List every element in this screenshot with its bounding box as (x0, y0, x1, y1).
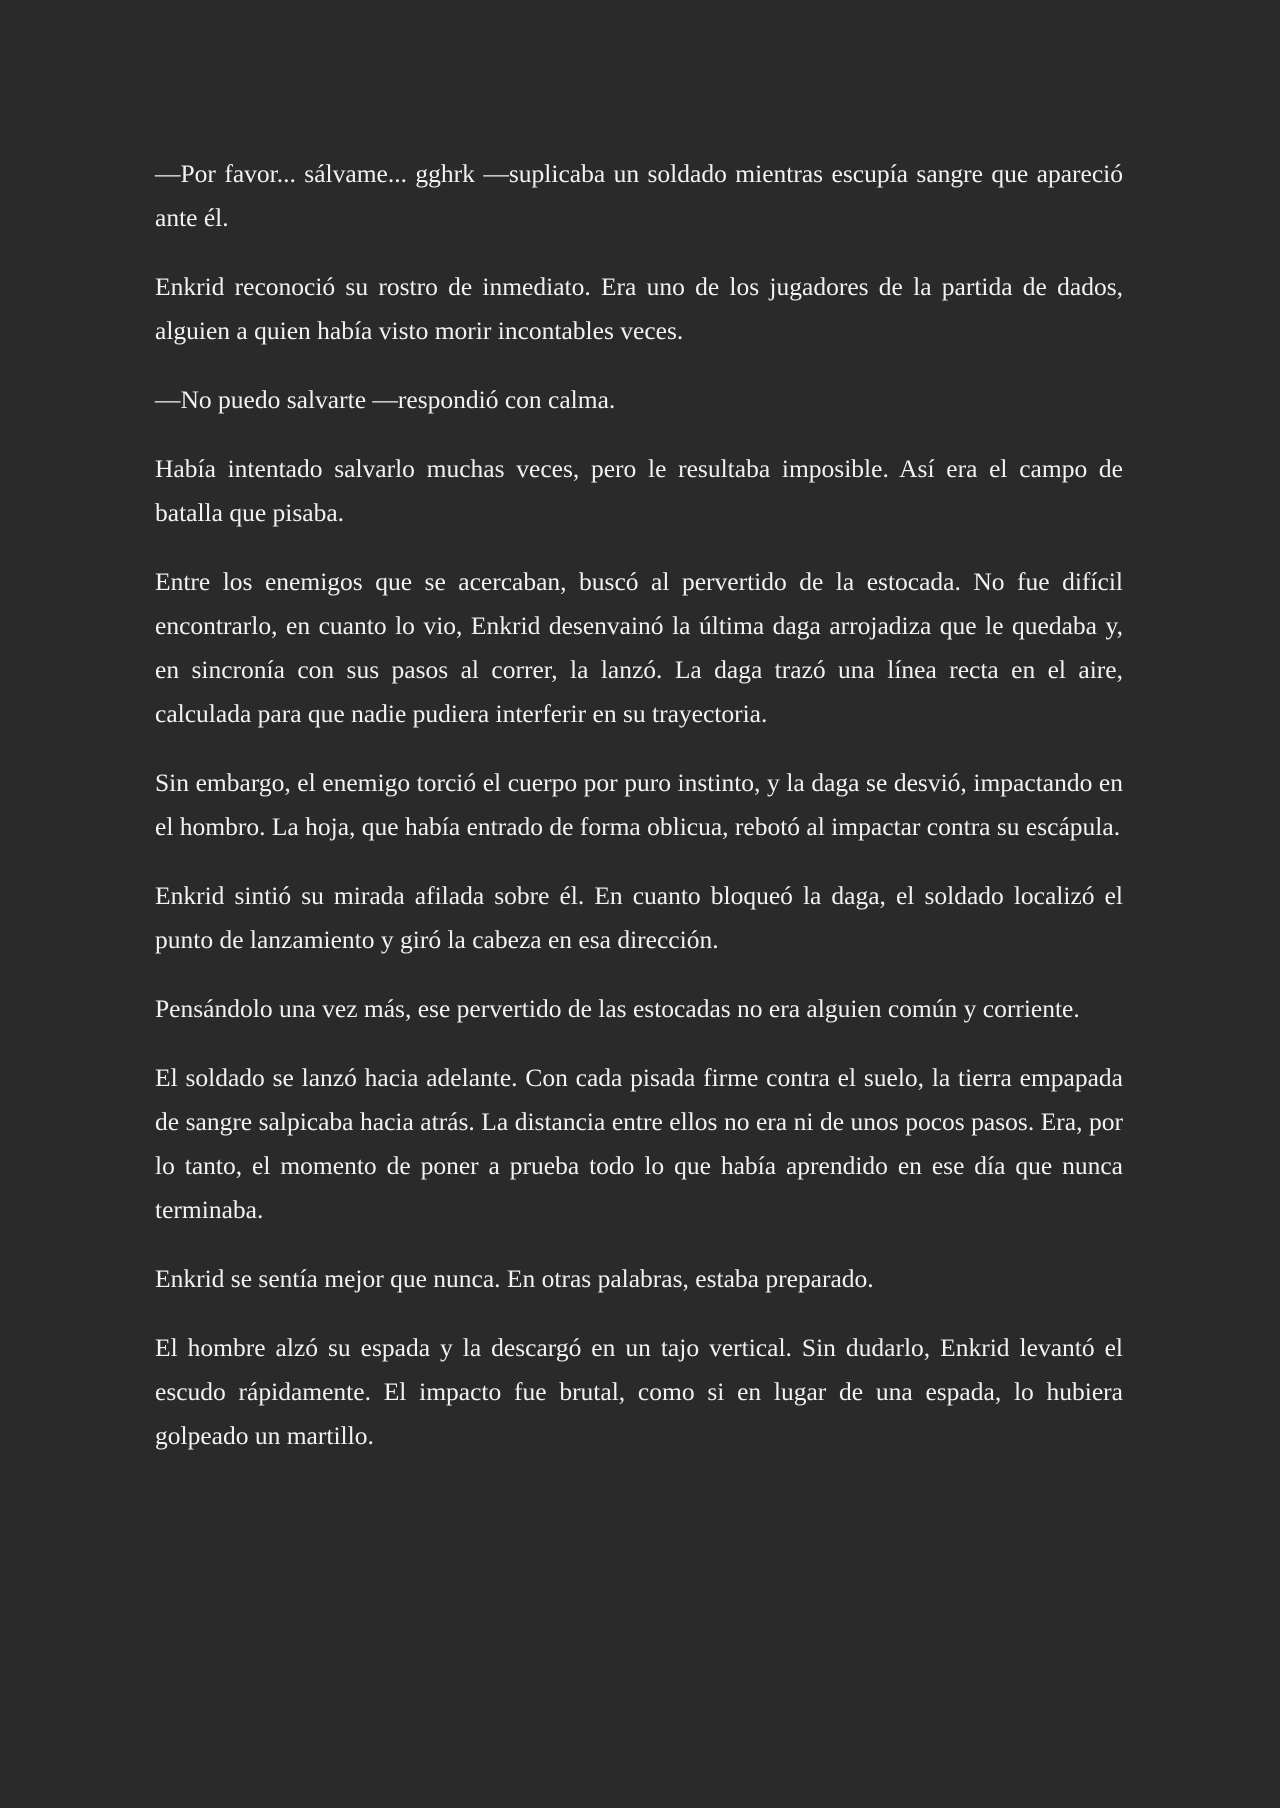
paragraph-7: Enkrid sintió su mirada afilada sobre él. En cuanto bloqueó la daga, el soldado localizó el punto de lanzamiento y giró la cabeza en esa dirección. (155, 881, 1123, 954)
paragraph-11: El hombre alzó su espada y la descargó en un tajo vertical. Sin dudarlo, Enkrid levantó el escudo rápidamente. El impacto fue brutal, como si en lugar de una espada, lo hubiera golpeado un martillo. (155, 1333, 1123, 1450)
paragraph-1: —Por favor... sálvame... gghrk —suplicaba un soldado mientras escupía sangre que apareció ante él. (155, 159, 1123, 232)
paragraph-8: Pensándolo una vez más, ese pervertido de las estocadas no era alguien común y corriente. (155, 994, 1080, 1023)
paragraph-3: —No puedo salvarte —respondió con calma. (155, 385, 616, 414)
paragraph-10: Enkrid se sentía mejor que nunca. En otras palabras, estaba preparado. (155, 1264, 874, 1293)
paragraph-9: El soldado se lanzó hacia adelante. Con cada pisada firme contra el suelo, la tierra empapada de sangre salpicaba hacia atrás. La distancia entre ellos no era ni de unos pocos pasos. Era, por lo tanto, el momento de poner a prueba todo lo que había aprendido en ese día que nunca terminaba. (155, 1063, 1123, 1224)
paragraph-4: Había intentado salvarlo muchas veces, pero le resultaba imposible. Así era el campo de batalla que pisaba. (155, 454, 1123, 527)
document-page (155, 152, 1123, 1483)
paragraph-6: Sin embargo, el enemigo torció el cuerpo por puro instinto, y la daga se desvió, impactando en el hombro. La hoja, que había entrado de forma oblicua, rebotó al impactar contra su escápula. (155, 768, 1123, 841)
paragraph-5: Entre los enemigos que se acercaban, buscó al pervertido de la estocada. No fue difícil encontrarlo, en cuanto lo vio, Enkrid desenvainó la última daga arrojadiza que le quedaba y, en sincronía con sus pasos al correr, la lanzó. La daga trazó una línea recta en el aire, calculada para que nadie pudiera interferir en su trayectoria. (155, 567, 1123, 728)
paragraph-2: Enkrid reconoció su rostro de inmediato. Era uno de los jugadores de la partida de dados, alguien a quien había visto morir incontables veces. (155, 272, 1123, 345)
